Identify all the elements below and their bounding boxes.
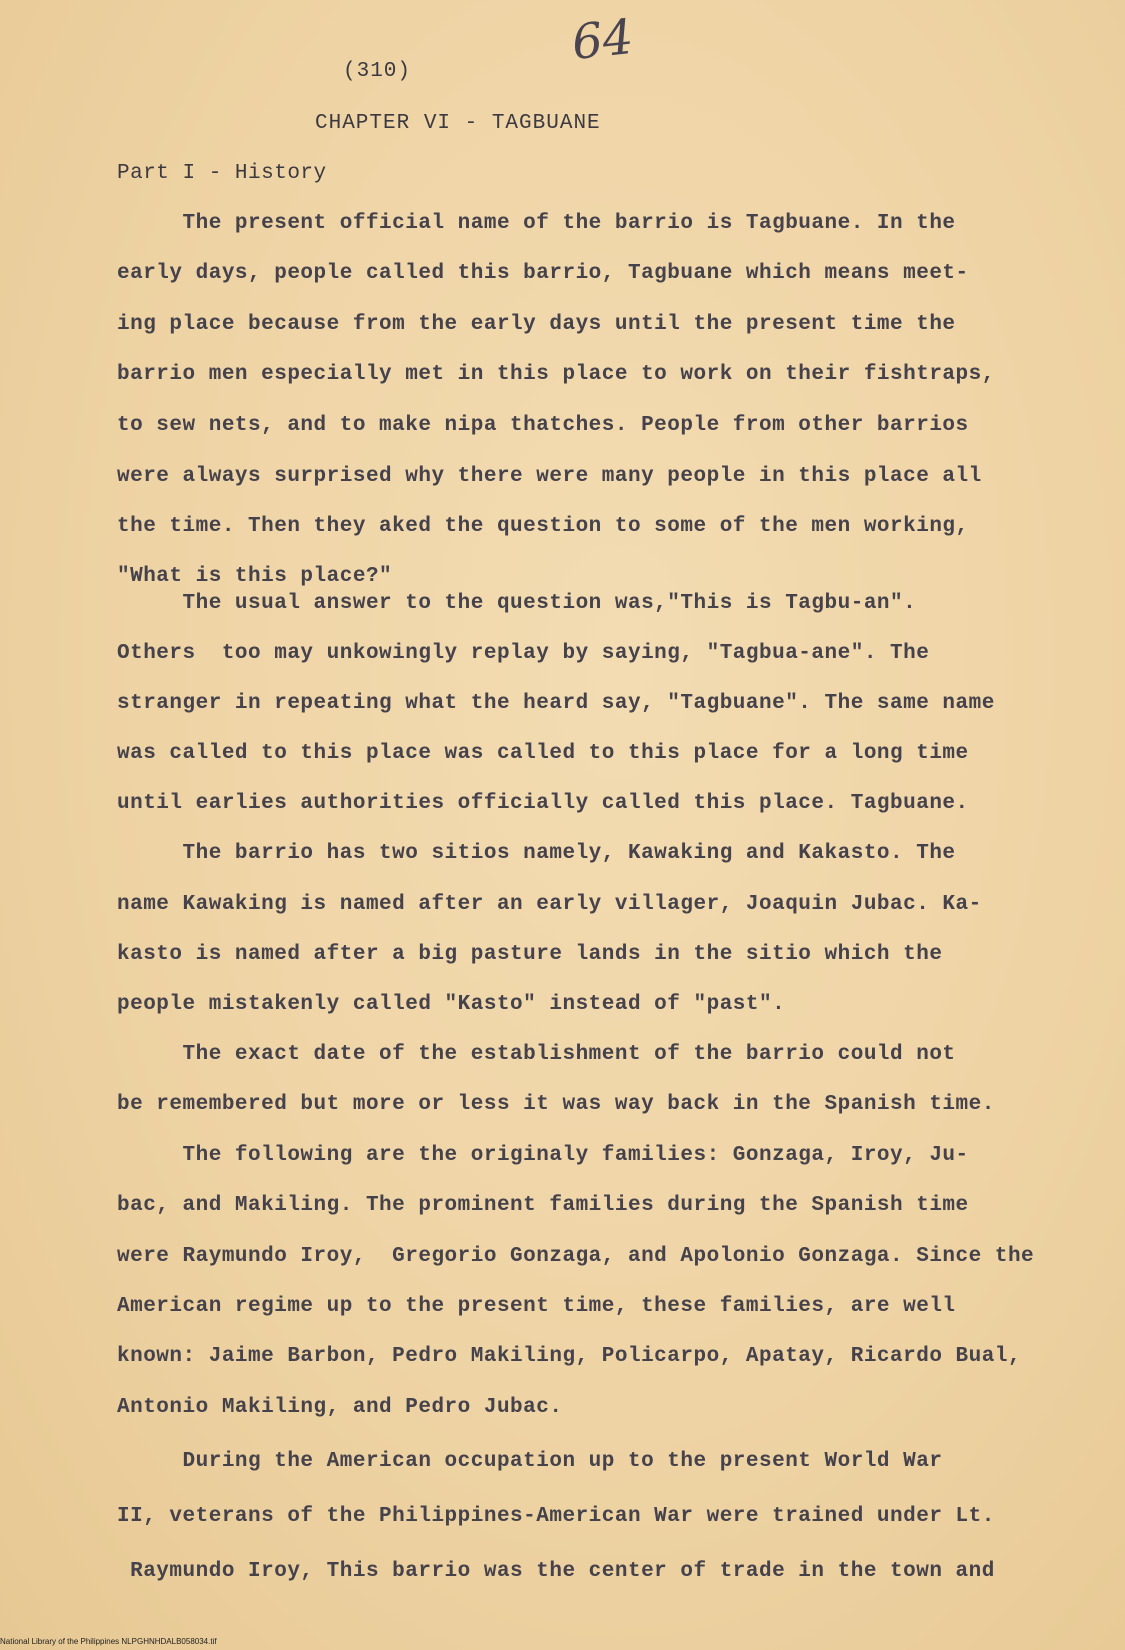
- text-line: Antonio Makiling, and Pedro Jubac.: [117, 1396, 563, 1419]
- text-line: Raymundo Iroy, This barrio was the center of trade in the town and: [117, 1560, 995, 1583]
- text-line: name Kawaking is named after an early villager, Joaquin Jubac. Ka-: [117, 893, 982, 916]
- text-line: were always surprised why there were many people in this place all: [117, 465, 982, 488]
- text-line: The barrio has two sitios namely, Kawaking and Kakasto. The: [117, 842, 956, 865]
- text-line: During the American occupation up to the present World War: [117, 1450, 943, 1473]
- text-line: barrio men especially met in this place to work on their fishtraps,: [117, 363, 995, 386]
- text-line: The exact date of the establishment of the barrio could not: [117, 1043, 956, 1066]
- text-line: "What is this place?": [117, 565, 393, 588]
- text-line: kasto is named after a big pasture lands in the sitio which the: [117, 943, 943, 966]
- page-number: (310): [343, 60, 412, 83]
- text-line: American regime up to the present time, these families, are well: [117, 1295, 956, 1318]
- text-line: people mistakenly called "Kasto" instead of "past".: [117, 993, 786, 1016]
- text-line: were Raymundo Iroy, Gregorio Gonzaga, and Apolonio Gonzaga. Since the: [117, 1245, 1035, 1268]
- text-line: early days, people called this barrio, Tagbuane which means meet-: [117, 262, 969, 285]
- part-heading: Part I - History: [117, 162, 327, 185]
- text-line: The present official name of the barrio is Tagbuane. In the: [117, 212, 956, 235]
- chapter-title: CHAPTER VI - TAGBUANE: [315, 112, 601, 135]
- text-line: was called to this place was called to this place for a long time: [117, 742, 969, 765]
- footer-source-line: National Library of the Philippines NLPGHNHDALB058034.tif: [0, 1637, 217, 1646]
- text-line: to sew nets, and to make nipa thatches. People from other barrios: [117, 414, 969, 437]
- text-line: stranger in repeating what the heard say, "Tagbuane". The same name: [117, 692, 995, 715]
- text-line: until earlies authorities officially called this place. Tagbuane.: [117, 792, 969, 815]
- text-line: known: Jaime Barbon, Pedro Makiling, Policarpo, Apatay, Ricardo Bual,: [117, 1345, 1022, 1368]
- handwritten-page-number: 64: [569, 8, 636, 72]
- text-line: be remembered but more or less it was way back in the Spanish time.: [117, 1093, 995, 1116]
- text-line: II, veterans of the Philippines-American War were trained under Lt.: [117, 1505, 995, 1528]
- text-line: The following are the originaly families: Gonzaga, Iroy, Ju-: [117, 1144, 969, 1167]
- text-line: The usual answer to the question was,"This is Tagbu-an".: [117, 592, 917, 615]
- text-line: the time. Then they aked the question to some of the men working,: [117, 515, 969, 538]
- text-line: Others too may unkowingly replay by saying, "Tagbua-ane". The: [117, 642, 930, 665]
- text-line: bac, and Makiling. The prominent families during the Spanish time: [117, 1194, 969, 1217]
- text-line: ing place because from the early days until the present time the: [117, 313, 956, 336]
